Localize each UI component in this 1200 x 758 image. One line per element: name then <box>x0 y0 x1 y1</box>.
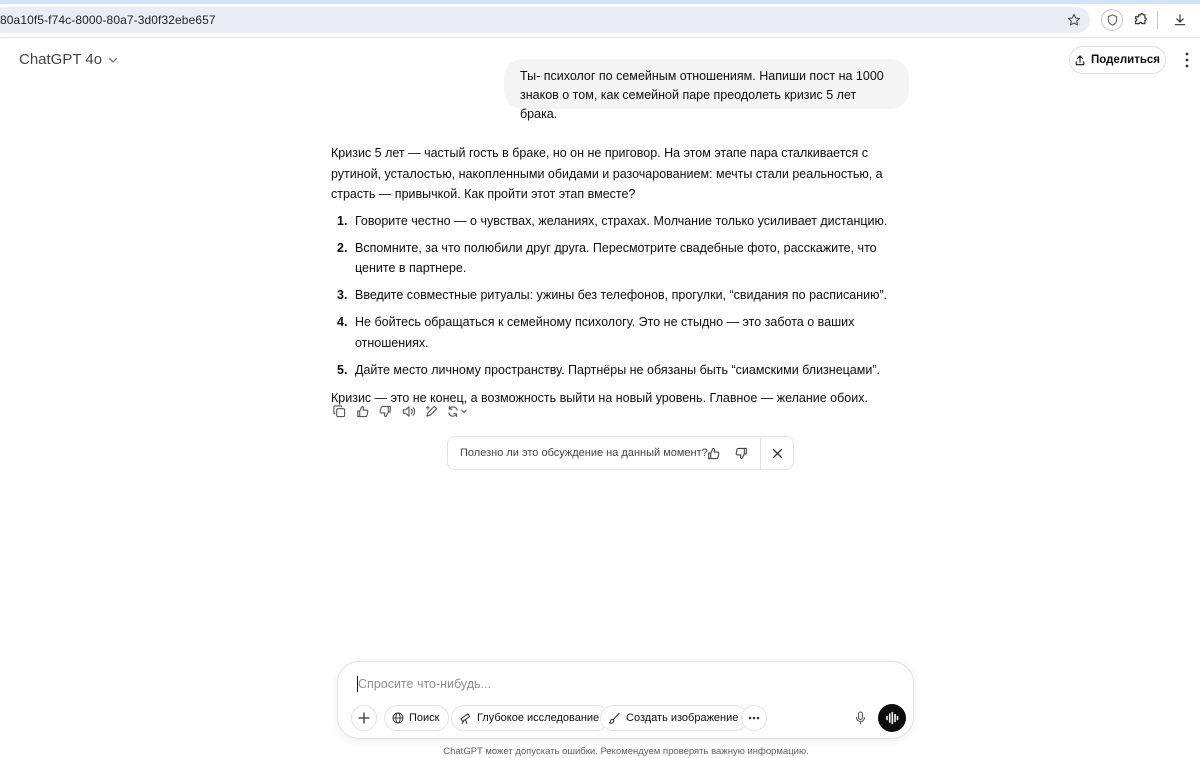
share-label: Поделиться <box>1090 54 1161 66</box>
bookmark-star-icon[interactable] <box>1064 10 1084 30</box>
attach-button[interactable] <box>351 705 377 731</box>
list-text: Вспомните, за что полюбили друг друга. Пересмотрите свадебные фото, расскажите, что цените в партнере. <box>355 240 877 275</box>
browser-toolbar <box>0 0 1200 38</box>
image-brush-icon <box>608 712 621 724</box>
list-item <box>331 360 911 381</box>
model-label: ChatGPT 4o <box>19 51 103 68</box>
list-item <box>331 238 911 279</box>
shield-extension-icon[interactable] <box>1101 9 1123 31</box>
chevron-down-icon <box>108 55 118 65</box>
search-label: Поиск <box>409 712 440 724</box>
list-number: 2. <box>337 240 348 255</box>
list-item <box>331 211 911 232</box>
list-number: 5. <box>337 362 348 377</box>
plus-icon <box>358 712 370 724</box>
list-number: 4. <box>337 315 348 329</box>
list-item <box>331 285 911 306</box>
list-item <box>331 312 911 353</box>
assistant-list <box>331 211 911 381</box>
share-icon <box>1075 55 1085 66</box>
list-number: 3. <box>337 288 348 302</box>
feedback-divider <box>760 437 761 469</box>
share-button[interactable] <box>1069 46 1166 74</box>
feedback-thumbs-down-icon[interactable] <box>732 444 750 462</box>
feedback-prompt <box>447 436 794 470</box>
assistant-message <box>331 143 911 408</box>
regenerate-icon[interactable] <box>446 403 470 420</box>
list-text: Дайте место личному пространству. Партнёры не обязаны быть “сиамскими близнецами”. <box>355 362 880 377</box>
deep-research-button[interactable] <box>451 705 609 731</box>
feedback-question: Полезно ли это обсуждение на данный момент? <box>460 447 708 459</box>
thumbs-down-icon[interactable] <box>377 403 394 420</box>
read-aloud-icon[interactable] <box>400 403 417 420</box>
ellipsis-icon <box>748 716 760 720</box>
assistant-outro: Кризис — это не конец, а возможность выйти на новый уровень. Главное — желание обоих. <box>331 391 868 405</box>
user-message: Ты- психолог по семейным отношениям. Напиши пост на 1000 знаков о том, как семейной паре преодолеть кризис 5 лет брака. <box>504 59 909 109</box>
list-text: Не бойтесь обращаться к семейному психологу. Это не стыдно — это забота о ваших отношениях. <box>355 315 855 350</box>
thumbs-up-icon[interactable] <box>354 403 371 420</box>
list-text: Введите совместные ритуалы: ужины без телефонов, прогулки, “свидания по расписанию”. <box>355 288 888 302</box>
voice-mode-button[interactable] <box>878 704 906 732</box>
feedback-thumbs-up-icon[interactable] <box>704 444 722 462</box>
prompt-input[interactable] <box>358 674 878 694</box>
more-options-icon[interactable] <box>1180 48 1194 72</box>
close-icon[interactable] <box>768 444 786 462</box>
list-number: 1. <box>337 213 348 228</box>
create-image-button[interactable] <box>600 705 748 731</box>
telescope-icon <box>459 712 472 724</box>
message-actions <box>331 403 470 420</box>
search-button[interactable] <box>384 705 449 731</box>
more-tools-button[interactable] <box>741 705 767 731</box>
url-text[interactable]: 80a10f5-f74c-8000-80a7-3d0f32ebe657 <box>0 13 216 27</box>
prompt-composer <box>337 661 914 739</box>
extensions-puzzle-icon[interactable] <box>1130 10 1150 30</box>
assistant-intro: Кризис 5 лет — частый гость в браке, но он не приговор. На этом этапе пара сталкивается с рутиной, усталостью, накопленными обидами и разочарованием: мечты стали реальностью, а страсть — привычкой. Как пройти этот этап вместе? <box>331 146 883 201</box>
voice-waveform-icon <box>885 711 899 725</box>
tab-strip <box>0 0 1200 4</box>
download-icon[interactable] <box>1170 10 1190 30</box>
create-image-label: Создать изображение <box>626 712 739 724</box>
deep-research-label: Глубокое исследование <box>477 712 600 724</box>
copy-icon[interactable] <box>331 403 348 420</box>
microphone-icon[interactable] <box>848 706 872 730</box>
edit-canvas-icon[interactable] <box>423 403 440 420</box>
disclaimer: ChatGPT может допускать ошибки. Рекомендуем проверять важную информацию. <box>443 746 809 757</box>
model-selector[interactable] <box>19 51 118 68</box>
list-text: Говорите честно — о чувствах, желаниях, страхах. Молчание только усиливает дистанцию. <box>355 213 888 228</box>
globe-icon <box>392 712 404 724</box>
toolbar-divider <box>1157 11 1158 29</box>
